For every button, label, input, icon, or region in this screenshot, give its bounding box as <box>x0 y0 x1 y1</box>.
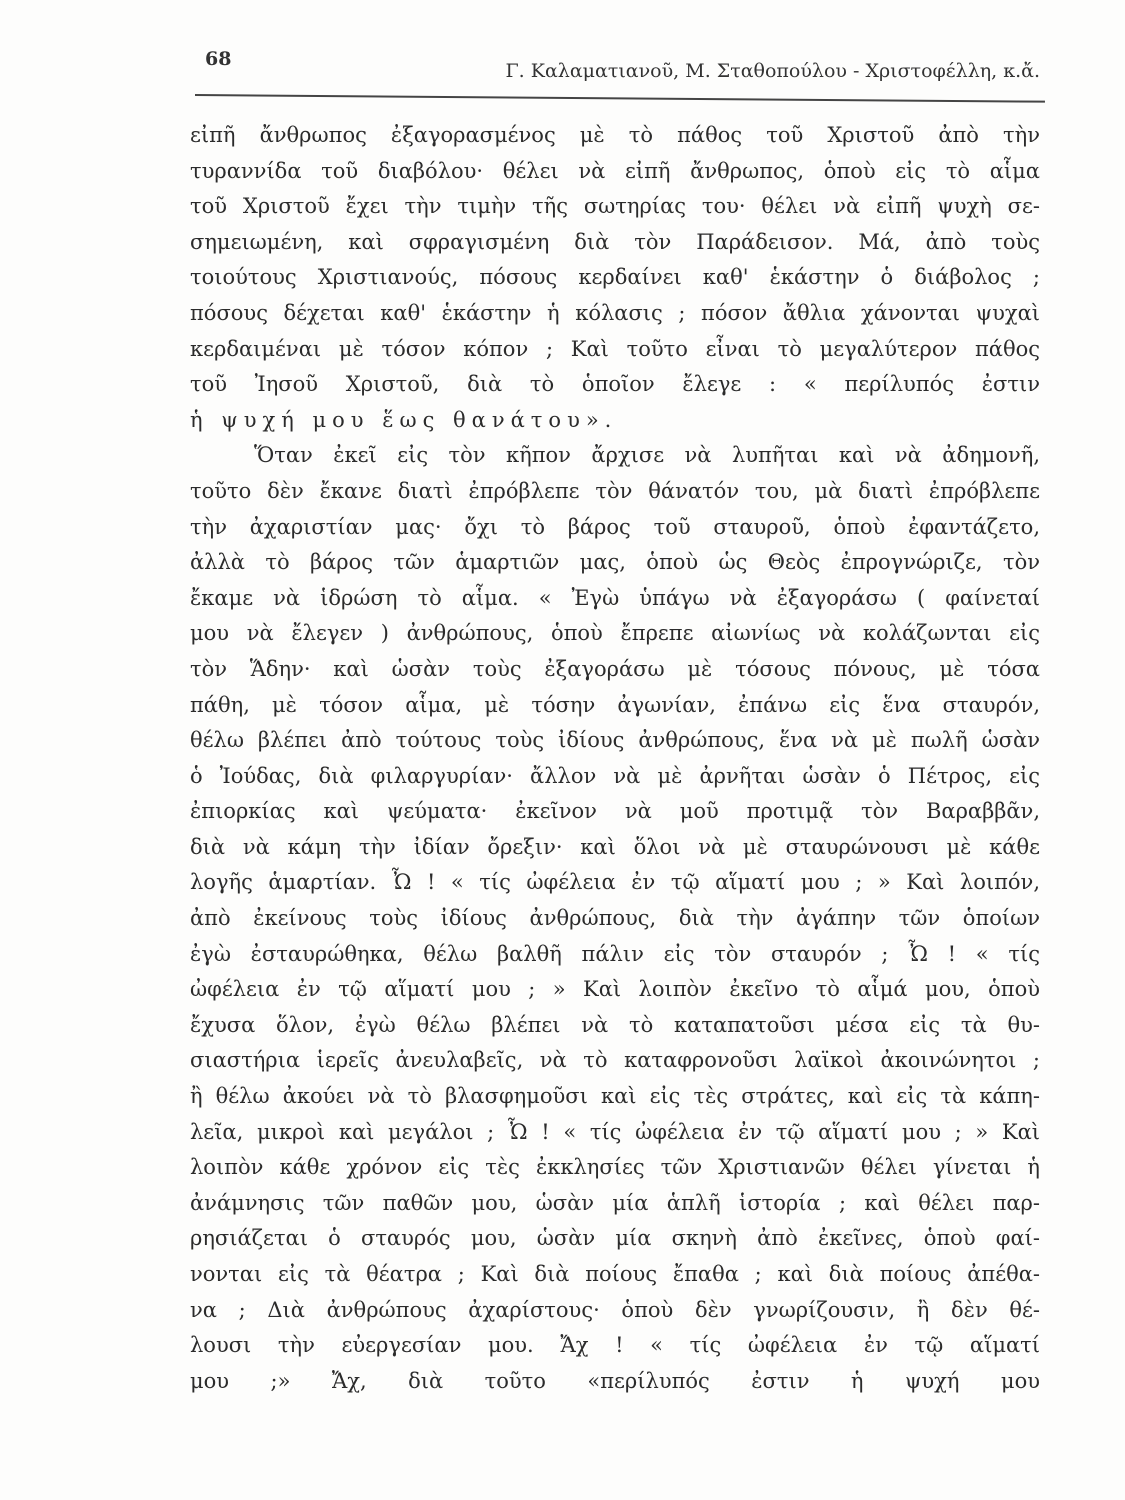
text-line: μου νὰ ἔλεγεν ) ἀνθρώπους, ὁποὺ ἔπρεπε αἰωνίως νὰ κολάζωνται εἰς <box>190 621 1040 646</box>
text-line: διὰ νὰ κάμη τὴν ἰδίαν ὄρεξιν· καὶ ὅλοι νὰ μὲ σταυρώνουσι μὲ κάθε <box>190 834 1040 859</box>
text-line: ρησιάζεται ὁ σταυρός μου, ὡσὰν μία σκηνὴ ἀπὸ ἐκεῖνες, ὁποὺ φαί- <box>190 1226 1040 1251</box>
text-line: τοιούτους Χριστιανούς, πόσους κερδαίνει καθ' ἑκάστην ὁ διάβολος ; <box>190 265 1040 290</box>
text-line: τοῦ Χριστοῦ ἔχει τὴν τιμὴν τῆς σωτηρίας του· θέλει νὰ εἰπῆ ψυχὴ σε- <box>190 194 1040 219</box>
text-line: λεῖα, μικροὶ καὶ μεγάλοι ; Ὦ ! « τίς ὠφέλεια ἐν τῷ αἵματί μου ; » Καὶ <box>190 1119 1040 1144</box>
text-line: τὸν Ἅδην· καὶ ὡσὰν τοὺς ἐξαγοράσω μὲ τόσους πόνους, μὲ τόσα <box>190 656 1040 681</box>
text-line: νονται εἰς τὰ θέατρα ; Καὶ διὰ ποίους ἔπαθα ; καὶ διὰ ποίους ἀπέθα- <box>190 1262 1040 1286</box>
text-line: τὴν ἀχαριστίαν μας· ὄχι τὸ βάρος τοῦ σταυροῦ, ὁποὺ ἐφαντάζετο, <box>190 514 1040 539</box>
text-line: πάθη, μὲ τόσον αἷμα, μὲ τόσην ἀγωνίαν, ἐπάνω εἰς ἕνα σταυρόν, <box>190 692 1040 717</box>
text-line: τυραννίδα τοῦ διαβόλου· θέλει νὰ εἰπῆ ἄνθρωπος, ὁποὺ εἰς τὸ αἷμα <box>190 158 1040 183</box>
text-line: ἐγὼ ἐσταυρώθηκα, θέλω βαλθῆ πάλιν εἰς τὸν σταυρόν ; Ὦ ! « τίς <box>190 941 1040 966</box>
text-line: ἡ ψυχή μου ἕως θανάτου». <box>190 407 618 432</box>
body-text <box>190 118 1040 1399</box>
page-header <box>205 44 1040 94</box>
text-line: ἀνάμνησις τῶν παθῶν μου, ὡσὰν μία ἁπλῆ ἱστορία ; καὶ θέλει παρ- <box>190 1190 1040 1215</box>
text-line: λουσι τὴν εὐεργεσίαν μου. Ἄχ ! « τίς ὠφέλεια ἐν τῷ αἵματί <box>190 1333 1040 1358</box>
text-line: ἢ θέλω ἀκούει νὰ τὸ βλασφημοῦσι καὶ εἰς τὲς στράτες, καὶ εἰς τὰ κάπη- <box>190 1084 1040 1109</box>
text-line: ὠφέλεια ἐν τῷ αἵματί μου ; » Καὶ λοιπὸν ἐκεῖνο τὸ αἷμά μου, ὁποὺ <box>190 977 1040 1002</box>
text-line: τοῦτο δὲν ἔκανε διατὶ ἐπρόβλεπε τὸν θάνατόν του, μὰ διατὶ ἐπρόβλεπε <box>190 478 1040 503</box>
text-line: πόσους δέχεται καθ' ἑκάστην ἡ κόλασις ; πόσον ἄθλια χάνονται ψυχαὶ <box>190 300 1040 325</box>
page-number: 68 <box>205 48 232 70</box>
text-line: κερδαιμέναι μὲ τόσον κόπον ; Καὶ τοῦτο εἶναι τὸ μεγαλύτερον πάθος <box>190 336 1040 361</box>
text-line: λογῆς ἁμαρτίαν. Ὦ ! « τίς ὠφέλεια ἐν τῷ αἵματί μου ; » Καὶ λοιπόν, <box>190 870 1040 895</box>
text-line: Ὅταν ἐκεῖ εἰς τὸν κῆπον ἄρχισε νὰ λυπῆται καὶ νὰ ἀδημονῆ, <box>254 443 1040 468</box>
text-line: ἔκαμε νὰ ἱδρώση τὸ αἷμα. « Ἐγὼ ὑπάγω νὰ ἐξαγοράσω ( φαίνεταί <box>190 585 1040 610</box>
running-head: Γ. Καλαματιανοῦ, Μ. Σταθοπούλου - Χριστοφέλλη, κ.ἄ. <box>505 60 1040 82</box>
header-rule <box>195 94 1045 103</box>
text-line: σιαστήρια ἱερεῖς ἀνευλαβεῖς, νὰ τὸ καταφρονοῦσι λαϊκοὶ ἀκοινώνητοι ; <box>190 1048 1040 1073</box>
text-line: να ; Διὰ ἀνθρώπους ἀχαρίστους· ὁποὺ δὲν γνωρίζουσιν, ἢ δὲν θέ- <box>190 1297 1040 1322</box>
text-line: ὁ Ἰούδας, διὰ φιλαργυρίαν· ἄλλον νὰ μὲ ἀρνῆται ὡσὰν ὁ Πέτρος, εἰς <box>190 763 1040 788</box>
text-line: σημειωμένη, καὶ σφραγισμένη διὰ τὸν Παράδεισον. Μά, ἀπὸ τοὺς <box>190 229 1040 254</box>
text-line: ἀλλὰ τὸ βάρος τῶν ἁμαρτιῶν μας, ὁποὺ ὡς Θεὸς ἐπρογνώριζε, τὸν <box>190 550 1040 575</box>
text-line: ἀπὸ ἐκείνους τοὺς ἰδίους ἀνθρώπους, διὰ τὴν ἀγάπην τῶν ὁποίων <box>190 906 1040 931</box>
text-line: θέλω βλέπει ἀπὸ τούτους τοὺς ἰδίους ἀνθρώπους, ἕνα νὰ μὲ πωλῆ ὡσὰν <box>190 728 1040 753</box>
text-line: λοιπὸν κάθε χρόνον εἰς τὲς ἐκκλησίες τῶν Χριστιανῶν θέλει γίνεται ἡ <box>190 1155 1040 1180</box>
text-line: μου ;» Ἄχ, διὰ τοῦτο «περίλυπός ἐστιν ἡ ψυχή μου <box>190 1368 1040 1393</box>
text-line: ἐπιορκίας καὶ ψεύματα· ἐκεῖνον νὰ μοῦ προτιμᾷ τὸν Βαραββᾶν, <box>190 799 1040 824</box>
text-line: ἔχυσα ὅλον, ἐγὼ θέλω βλέπει νὰ τὸ καταπατοῦσι μέσα εἰς τὰ θυ- <box>190 1012 1040 1037</box>
text-line: τοῦ Ἰησοῦ Χριστοῦ, διὰ τὸ ὁποῖον ἔλεγε : « περίλυπός ἐστιν <box>190 372 1040 397</box>
text-line: εἰπῆ ἄνθρωπος ἐξαγορασμένος μὲ τὸ πάθος τοῦ Χριστοῦ ἀπὸ τὴν <box>190 123 1040 147</box>
